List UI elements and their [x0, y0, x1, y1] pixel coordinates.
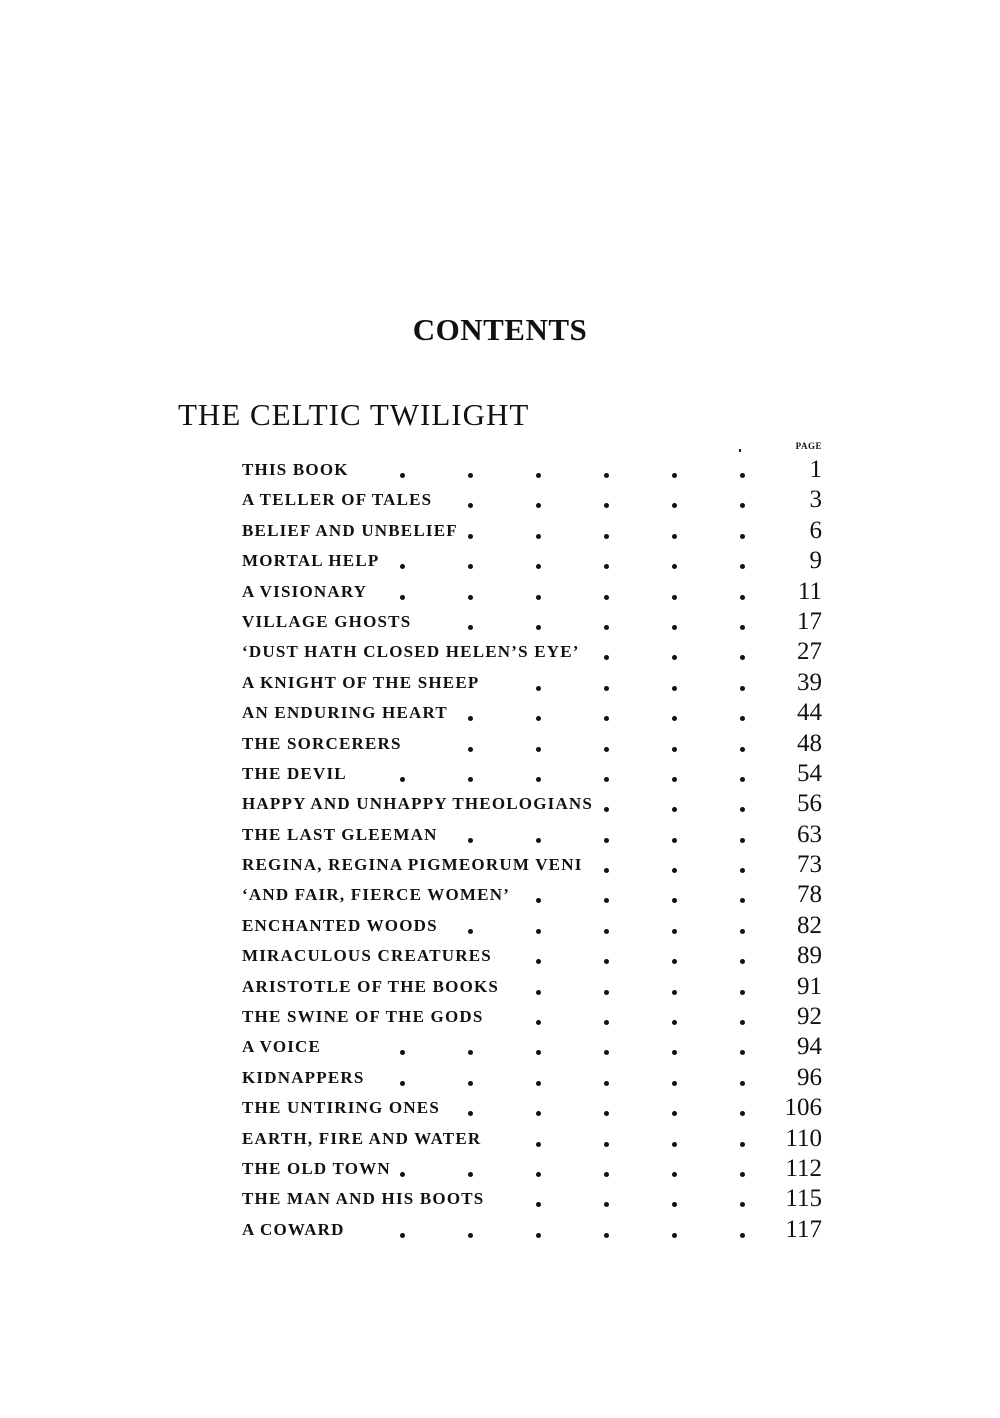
page-number: 63	[797, 820, 822, 848]
dot-leader	[740, 534, 745, 539]
dot-leader	[672, 655, 677, 660]
dot-leader	[604, 1202, 609, 1207]
dot-leader	[740, 838, 745, 843]
dot-leader	[604, 534, 609, 539]
dot-leader	[536, 898, 541, 903]
dot-leader	[536, 1172, 541, 1177]
page-number: 39	[797, 668, 822, 696]
page-number: 110	[785, 1124, 822, 1152]
dot-leader	[400, 564, 405, 569]
dot-leader	[468, 1081, 473, 1086]
dot-leader	[536, 1233, 541, 1238]
dot-leader	[740, 716, 745, 721]
dot-leader	[604, 1081, 609, 1086]
dot-leader	[740, 777, 745, 782]
dot-leader	[672, 1202, 677, 1207]
dot-leader	[672, 686, 677, 691]
dot-leader	[672, 1020, 677, 1025]
dot-leader	[740, 564, 745, 569]
dot-leader	[672, 959, 677, 964]
entry-title: THE DEVIL	[242, 764, 351, 784]
dot-leader	[468, 716, 473, 721]
dot-leader	[740, 655, 745, 660]
dot-leader	[604, 1172, 609, 1177]
entry-title: ‘DUST HATH CLOSED HELEN’S EYE’	[242, 642, 584, 662]
dot-leader	[740, 1020, 745, 1025]
entry-title: THE MAN AND HIS BOOTS	[242, 1189, 488, 1209]
toc-entry[interactable]	[242, 730, 822, 760]
entry-title: THE LAST GLEEMAN	[242, 825, 442, 845]
dot-leader	[672, 1172, 677, 1177]
toc-entry[interactable]	[242, 973, 822, 1003]
page-number: 6	[809, 516, 822, 544]
entry-title: A VISIONARY	[242, 582, 371, 602]
dot-leader	[536, 1202, 541, 1207]
page-number: 106	[784, 1094, 822, 1122]
page-number: 92	[797, 1003, 822, 1031]
dot-leader	[536, 777, 541, 782]
dot-leader	[672, 1111, 677, 1116]
toc-entry[interactable]	[242, 486, 822, 516]
dot-leader	[740, 1050, 745, 1055]
page-number: 1	[809, 456, 822, 483]
page-number: 94	[797, 1033, 822, 1061]
dot-leader	[536, 1111, 541, 1116]
page-number: 82	[797, 911, 822, 939]
dot-leader	[740, 686, 745, 691]
page-number: 91	[797, 972, 822, 1000]
toc-entry[interactable]	[242, 760, 822, 790]
entry-title: REGINA, REGINA PIGMEORUM VENI	[242, 855, 587, 875]
dot-leader	[400, 473, 405, 478]
entry-title: ‘AND FAIR, FIERCE WOMEN’	[242, 885, 514, 905]
dot-leader	[536, 564, 541, 569]
dot-leader	[604, 1233, 609, 1238]
dot-leader	[604, 959, 609, 964]
section-title: THE CELTIC TWILIGHT	[178, 397, 530, 432]
dot-leader	[740, 503, 745, 508]
entry-title: THE SWINE OF THE GODS	[242, 1007, 488, 1027]
dot-leader	[468, 747, 473, 752]
toc-entry[interactable]	[242, 1185, 822, 1215]
dot-leader	[672, 929, 677, 934]
page-number: 89	[797, 942, 822, 970]
dot-leader	[604, 564, 609, 569]
dot-leader	[604, 898, 609, 903]
dot-leader	[672, 564, 677, 569]
toc-entry[interactable]	[242, 547, 822, 577]
toc-entry[interactable]	[242, 912, 822, 942]
dot-leader	[604, 807, 609, 812]
page-number: 9	[809, 547, 822, 575]
dot-leader	[400, 595, 405, 600]
dot-leader	[468, 473, 473, 478]
dot-leader	[672, 1142, 677, 1147]
toc-entry[interactable]	[242, 881, 822, 911]
dot-leader	[468, 1111, 473, 1116]
entry-title: THE SORCERERS	[242, 734, 406, 754]
dot-leader	[672, 838, 677, 843]
dot-leader	[536, 716, 541, 721]
dot-leader	[400, 777, 405, 782]
dot-leader	[536, 534, 541, 539]
entry-title: HAPPY AND UNHAPPY THEOLOGIANS	[242, 794, 597, 814]
dot-leader	[604, 686, 609, 691]
dot-leader	[604, 473, 609, 478]
entry-title: VILLAGE GHOSTS	[242, 612, 415, 632]
toc-entry[interactable]	[242, 942, 822, 972]
toc-entry[interactable]	[242, 456, 822, 486]
toc-entry[interactable]	[242, 821, 822, 851]
entry-title: A VOICE	[242, 1037, 325, 1057]
dot-leader	[604, 716, 609, 721]
entry-title: KIDNAPPERS	[242, 1068, 369, 1088]
toc-entry[interactable]	[242, 1033, 822, 1063]
dot-leader	[604, 1111, 609, 1116]
toc-entry[interactable]	[242, 669, 822, 699]
dot-leader	[672, 625, 677, 630]
dot-leader	[468, 503, 473, 508]
contents-heading: CONTENTS	[412, 312, 588, 347]
dot-leader	[740, 898, 745, 903]
toc-entry[interactable]	[242, 1094, 822, 1124]
dot-leader	[604, 655, 609, 660]
page-number: 27	[797, 638, 822, 666]
stray-mark	[739, 449, 741, 452]
dot-leader	[604, 1020, 609, 1025]
dot-leader	[672, 1050, 677, 1055]
page-number: 17	[797, 607, 822, 635]
page-number: 96	[797, 1063, 822, 1091]
toc-entry[interactable]	[242, 851, 822, 881]
entry-title: AN ENDURING HEART	[242, 703, 452, 723]
dot-leader	[672, 868, 677, 873]
toc-entry[interactable]	[242, 1216, 822, 1246]
page-number: 11	[797, 577, 822, 605]
page-number: 115	[785, 1185, 822, 1213]
page-column-label: PAGE	[795, 441, 822, 451]
dot-leader	[536, 1081, 541, 1086]
dot-leader	[536, 686, 541, 691]
entry-title: BELIEF AND UNBELIEF	[242, 521, 462, 541]
toc-entry[interactable]	[242, 1003, 822, 1033]
dot-leader	[740, 595, 745, 600]
table-of-contents	[242, 456, 822, 1246]
dot-leader	[740, 1202, 745, 1207]
dot-leader	[604, 503, 609, 508]
dot-leader	[468, 1172, 473, 1177]
toc-entry[interactable]	[242, 517, 822, 547]
entry-title: EARTH, FIRE AND WATER	[242, 1129, 485, 1149]
dot-leader	[672, 807, 677, 812]
entry-title: A KNIGHT OF THE SHEEP	[242, 673, 483, 693]
dot-leader	[672, 747, 677, 752]
entry-title: MORTAL HELP	[242, 551, 383, 571]
dot-leader	[536, 747, 541, 752]
page-number: 73	[797, 851, 822, 879]
dot-leader	[672, 716, 677, 721]
dot-leader	[740, 473, 745, 478]
dot-leader	[536, 473, 541, 478]
toc-entry[interactable]	[242, 699, 822, 729]
entry-title: ENCHANTED WOODS	[242, 916, 442, 936]
toc-entry[interactable]	[242, 608, 822, 638]
dot-leader	[536, 595, 541, 600]
dot-leader	[536, 929, 541, 934]
page-number: 112	[785, 1154, 822, 1182]
dot-leader	[400, 1233, 405, 1238]
dot-leader	[672, 1081, 677, 1086]
dot-leader	[536, 503, 541, 508]
entry-title: A COWARD	[242, 1220, 349, 1240]
dot-leader	[672, 1233, 677, 1238]
dot-leader	[604, 838, 609, 843]
dot-leader	[536, 625, 541, 630]
entry-title: A TELLER OF TALES	[242, 490, 436, 510]
dot-leader	[604, 1142, 609, 1147]
dot-leader	[604, 868, 609, 873]
dot-leader	[536, 1142, 541, 1147]
dot-leader	[468, 838, 473, 843]
entry-title: ARISTOTLE OF THE BOOKS	[242, 977, 503, 997]
dot-leader	[740, 868, 745, 873]
dot-leader	[672, 777, 677, 782]
dot-leader	[740, 1142, 745, 1147]
dot-leader	[604, 595, 609, 600]
toc-entry[interactable]	[242, 790, 822, 820]
dot-leader	[672, 503, 677, 508]
dot-leader	[740, 625, 745, 630]
dot-leader	[536, 838, 541, 843]
dot-leader	[468, 929, 473, 934]
entry-title: THIS BOOK	[242, 460, 353, 480]
dot-leader	[604, 625, 609, 630]
page-number: 117	[785, 1215, 822, 1243]
dot-leader	[536, 959, 541, 964]
entry-title: MIRACULOUS CREATURES	[242, 946, 496, 966]
dot-leader	[604, 929, 609, 934]
entry-title: THE UNTIRING ONES	[242, 1098, 444, 1118]
dot-leader	[468, 595, 473, 600]
page-number: 56	[797, 790, 822, 818]
dot-leader	[468, 1233, 473, 1238]
toc-entry[interactable]	[242, 638, 822, 668]
toc-entry[interactable]	[242, 1155, 822, 1185]
dot-leader	[604, 1050, 609, 1055]
dot-leader	[740, 959, 745, 964]
dot-leader	[740, 1233, 745, 1238]
dot-leader	[468, 1050, 473, 1055]
dot-leader	[468, 564, 473, 569]
dot-leader	[400, 1172, 405, 1177]
toc-entry[interactable]	[242, 578, 822, 608]
dot-leader	[536, 1020, 541, 1025]
dot-leader	[468, 534, 473, 539]
dot-leader	[740, 807, 745, 812]
page-number: 54	[797, 759, 822, 787]
dot-leader	[740, 1081, 745, 1086]
page-number: 48	[797, 729, 822, 757]
dot-leader	[468, 777, 473, 782]
toc-entry[interactable]	[242, 1125, 822, 1155]
dot-leader	[400, 1081, 405, 1086]
dot-leader	[604, 990, 609, 995]
dot-leader	[740, 1172, 745, 1177]
dot-leader	[604, 747, 609, 752]
dot-leader	[740, 747, 745, 752]
dot-leader	[740, 1111, 745, 1116]
dot-leader	[672, 473, 677, 478]
dot-leader	[468, 625, 473, 630]
page-number: 44	[797, 699, 822, 727]
dot-leader	[536, 1050, 541, 1055]
dot-leader	[740, 990, 745, 995]
dot-leader	[672, 990, 677, 995]
page-number: 78	[797, 881, 822, 909]
dot-leader	[740, 929, 745, 934]
dot-leader	[604, 777, 609, 782]
dot-leader	[672, 898, 677, 903]
page-number: 3	[809, 486, 822, 514]
dot-leader	[672, 595, 677, 600]
entry-title: THE OLD TOWN	[242, 1159, 395, 1179]
dot-leader	[400, 1050, 405, 1055]
dot-leader	[536, 990, 541, 995]
toc-entry[interactable]	[242, 1064, 822, 1094]
dot-leader	[672, 534, 677, 539]
